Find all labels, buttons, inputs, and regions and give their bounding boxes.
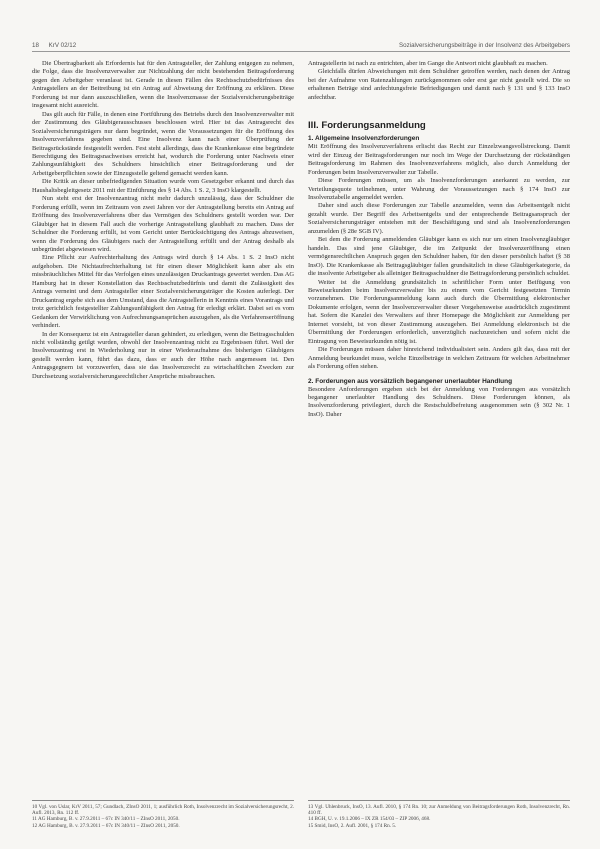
paragraph: Mit Eröffnung des Insolvenzverfahrens erlischt das Recht zur Einzelzwangsvollstreckung. Damit wird der Einzug der Beitragsforderungen nur noch im Wege der Durchsetzung der rückständigen Beitragsforderung im Rahmen des Insolvenzverfahrens möglich, also durch Anmeldung der Forderungen beim Insolvenzverwalter zur Tabelle. <box>308 143 570 176</box>
footnotes <box>32 800 570 829</box>
footnote: 15 Smid, InsO, 2. Aufl. 2001, § 174 Rn. 5. <box>308 822 397 829</box>
paragraph: Antragstellerin ist nach zu entrichten, aber im Gange die Antwort nicht glaubhaft zu machen. <box>308 60 548 67</box>
journal-issue: KrV 02/12 <box>48 42 77 49</box>
paragraph: Daher sind auch diese Forderungen zur Tabelle anzumelden, wenn das Arbeitsentgelt nicht gezahlt wurde. Der Begriff des Arbeitsentgelts und der entsprechende Beitragsanspruch der Sozialversicherungsträger entstehen mit der Beschäftigung und sind als Insolvenzforderungen anzumelden (§ 28e SGB IV). <box>308 202 570 235</box>
subsection-heading: 2. Forderungen aus vorsätzlich begangener unerlaubter Handlung <box>308 377 513 385</box>
paragraph: Die Kritik an dieser unbefriedigenden Situation wurde vom Gesetzgeber erkannt und durch das Haushaltsbegleitgesetz 2011 mit der Einführung des § 14 Abs. 1 S. 2, 3 InsO klargestellt. <box>32 178 294 194</box>
article-running-title: Sozialversicherungsbeiträge in der Insolvenz des Arbeitgebers <box>399 42 570 49</box>
paragraph: Nun steht erst der Insolvenzantrag nicht mehr dadurch unzulässig, dass der Schuldner die Forderung erfüllt, wenn im Zeitraum von zwei Jahren vor der Antragstellung bereits ein Antrag auf Eröffnung des Insolvenzverfahrens über das Vermögen des Schuldners gestellt worden war. Der Gläubiger hat in diesem Fall auch die vorherige Antragsstellung glaubhaft zu machen. Dass der Schuldner die Forderung erfüllt, ist vom Gericht unter Berücksichtigung des Antrags abzuweisen, wenn die Forderung des Gläubigers nach der Antragstellung erfüllt und der Antrag deshalb als unbegründet abgewiesen wird. <box>32 195 294 253</box>
paragraph: Weiter ist die Anmeldung grundsätzlich in schriftlicher Form unter Beifügung von Beweisurkunden beim Insolvenzverwalter bis zu einem vom Gericht festgesetzten Termin vorzunehmen. Die Forderungsanmeldung kann auch durch die Übermittlung elektronischer Dokumente erfolgen, wenn der Insolvenzverwalter dieser Vorgehensweise ausdrücklich zugestimmt hat. Sofern die Kanzlei des Verwalters auf ihrer Homepage die Möglichkeit zur Anmeldung per Internet vorsieht, ist von dieser Zustimmung auszugehen. Bei Anmeldung elektronisch ist die Übermittlung der Forderungen erforderlich, unverzüglich nachzureichen und sofern nicht die Eintragung von Beweisurkunden nötig ist. <box>308 278 570 345</box>
paragraph: Besondere Anforderungen ergeben sich bei der Anmeldung von Forderungen aus vorsätzlich begangener unerlaubter Handlung des Schuldners. Diese Forderungen können, als Insolvenzforderung privilegiert, durch die Restschuldbefreiung ausgenommen sein (§ 302 Nr. 1 InsO). Daher <box>308 385 570 418</box>
header-left <box>32 42 84 49</box>
footnotes-right <box>308 800 570 829</box>
page-number: 18 <box>32 42 39 49</box>
section-heading: III. Forderungsanmeldung <box>308 120 426 132</box>
paragraph: Die Forderungen müssen daher hinreichend individualisiert sein. Anders gilt das, dass mit der Anmeldung beurkundet muss, welche Einzelbeträge in welchen Zeitraum für welchen Arbeitnehmer als Forderung offen stehen. <box>308 346 570 371</box>
paragraph: Das gilt auch für Fälle, in denen eine Fortführung des Betriebs durch den Insolvenzverwalter mit der Zustimmung des Gläubigerausschusses beschlossen wird. Hier ist das Antragsrecht des Sozialversicherungsträgers nur dann begründet, wenn die Voraussetzungen für die Eröffnung des Insolvenzverfahrens gegeben sind. Eine Insolvenz kann nach einer Überprüfung der Beitragsrückstände festgestellt werden. Fest steht allerdings, dass die Krankenkasse eine begründete Berechtigung des Beitragsnachweises erreicht hat, wodurch die Forderung unter Nachweis einer Zahlungsunfähigkeit des Schuldners hinsichtlich einer Beitragsforderung und der Arbeitgeberpflichten sowie der Einzugsstelle geltend gemacht werden kann. <box>32 110 294 177</box>
body-columns <box>32 60 570 419</box>
footnote: 12 AG Hamburg, B. v. 27.9.2011 – 67c IN 340/11 – ZInsO 2011, 2050. <box>32 822 180 829</box>
paragraph: Diese Forderungen müssen, um als Insolvenzforderungen anerkannt zu werden, zur Verteilungsquote teilnehmen, unter Wahrung der Voraussetzungen nach § 174 InsO zur Insolvenztabelle angemeldet werden. <box>308 177 570 201</box>
footnotes-left <box>32 800 294 829</box>
paragraph: Bei dem die Forderung anmeldenden Gläubiger kann es sich nur um einen Insolvenzgläubiger handeln. Das sind jene Gläubiger, die im Zeitpunkt der Insolvenzeröffnung einen vermögensrechtlichen Anspruch gegen den Schuldner haben, für den dieser persönlich haftet (§ 38 InsO). Die Krankenkasse als Beitragsgläubiger fallen grundsätzlich in diese Gläubigerkategorie, da die insolvente Arbeitgeber als alleiniger Beitragsschuldner die Beitragsforderung persönlich schuldet. <box>308 236 570 278</box>
paragraph: In der Konsequenz ist ein Antragsteller daran gehindert, zu erledigen, wenn die Beitragsschulden nicht vollständig getilgt wurden, obwohl der Insolvenzantrag nicht zu Ergebnissen führt. Weil der Insolvenzantrag erst in Wiederholung nur in einer Wiederaufnahme des bisherigen Gläubigers gestellt werden kann, führt das dazu, dass er auch der Höhe nach angemessen ist. Den Antragsgegnern ist vorzuwerfen, dass sie das Insolvenzrecht zu wirtschaftlichen Zwecken zur Durchsetzung sozialversicherungsrechtlicher Ansprüche missbrauchen. <box>32 330 294 380</box>
left-column <box>32 60 294 419</box>
subsection-heading: 1. Allgemeine Insolvenzforderungen <box>308 135 420 143</box>
footnote: 11 AG Hamburg, B. v. 27.9.2011 – 67c IN 340/11 – ZInsO 2011, 2050. <box>32 816 180 823</box>
running-header <box>32 42 570 52</box>
right-column <box>308 60 570 419</box>
paragraph: Gleichfalls dürfen Abweichungen mit dem Schuldner getroffen werden, nach denen der Antrag bei der Aufnahme von Ratenzahlungen zurückgenommen oder erst gar nicht gestellt wird. Die so erhaltenen Beträge sind anfechtungsfreie Befriedigungen und damit nach § 131 und § 133 InsO anfechtbar. <box>308 68 570 101</box>
footnote: 10 Vgl. von Uslar, KrV 2011, 57; Gundlach, ZInsO 2011, 1; ausführlich Roth, Insolvenzrecht im Sozialversicherungsrecht, 2. Aufl. 2013, Rn. 112 ff. <box>32 803 294 817</box>
footnote: 14 BGH, U. v. 19.1.2006 – IX ZR 154/03 – ZIP 2006, 468. <box>308 816 431 823</box>
paragraph: Eine Pflicht zur Aufrechterhaltung des Antrags wird durch § 14 Abs. 1 S. 2 InsO nicht aufgehoben. Die Nichtaufrechterhaltung ist für einen dieser Möglichkeit kann aber als ein missbräuchliches Mittel für das Verfolgen eines unzulässigen Druckantrags gewertet werden. Das AG Hamburg hat in dieser Konstellation das Rechtsschutzbedürfnis und damit die Zulässigkeit des Antrags verneint und dem Antragsteller einer Sozialversicherungsträger die Kosten auferlegt. Der Druckantrag ergebe sich aus dem Umstand, dass die Antragstellerin in Kenntnis eines Vorantrags und trotz gerichtlich festgestellter Zahlungsunfähigkeit den Antrag für erledigt erklärt. Dabei sei es vom Gedanken der Verwirklichung von Aufrechnungsansprüchen auszugehen, als die Verfahrenseröffnung verhindert. <box>32 254 294 330</box>
paragraph: Die Übertragbarkeit als Erfordernis hat für den Antragsteller, der Zahlung entgegen zu nehmen, die Folge, dass die Insolvenzverwalter zur Nichtzahlung der nicht bestehenden Beitragsforderung gegen den Arbeitgeber veranlasst ist. Gerade in diesen Fällen des Rechtsschutzbedürfnisses des Antragstellers an der Beitreibung ist ein Antrag auf Abweisung der Eröffnung zu erklären. Diese Forderung ist nur dann auszuschließen, wenn die Insolvenzmasse der Sozialversicherungsbeiträge insgesamt nicht ausreicht. <box>32 60 294 110</box>
footnote: 13 Vgl. Uhlenbruck, InsO, 13. Aufl. 2010, § 174 Rn. 10; zur Anmeldung von Beitragsforderungen Roth, Insolvenzrecht, Rn. 410 ff. <box>308 803 570 817</box>
